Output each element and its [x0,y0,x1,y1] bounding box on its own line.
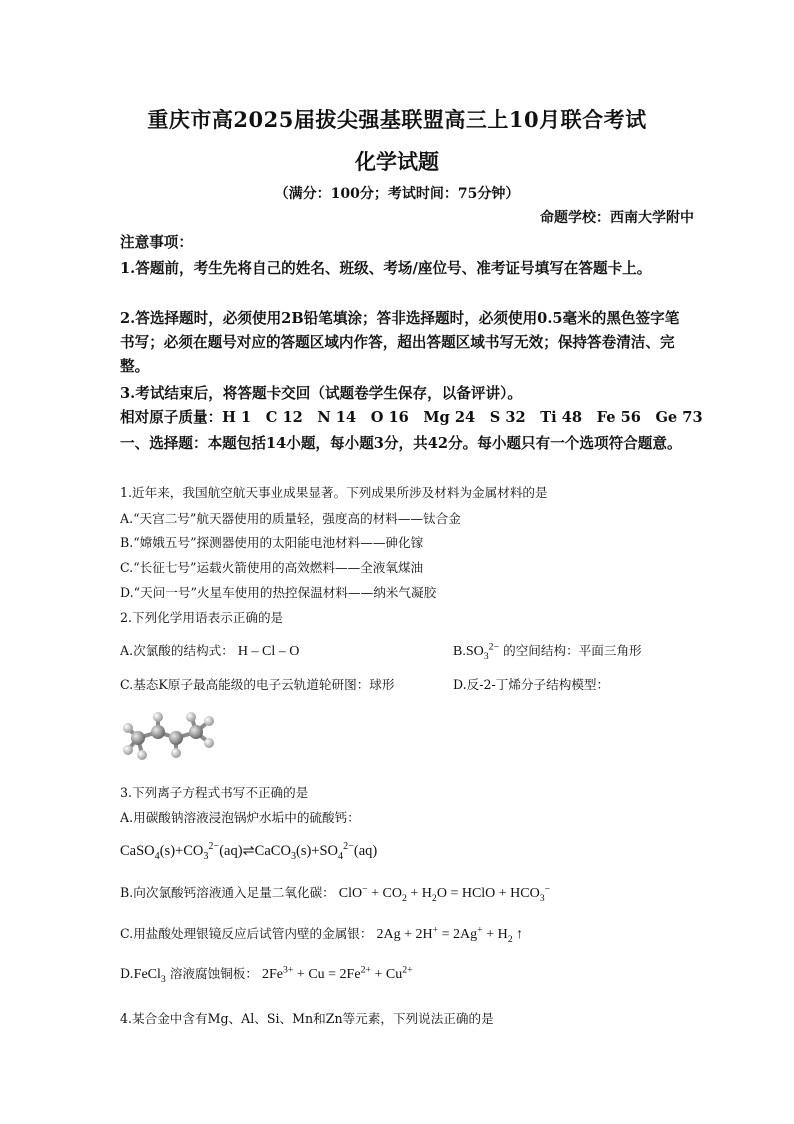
q1-option-c: C.“长征七号”运载火箭使用的高效燃料——全液氧煤油 [120,560,424,575]
atomic-masses: 相对原子质量：H 1 C 12 N 14 O 16 Mg 24 S 32 Ti 48 Fe 56 Ge 73 [120,409,703,426]
q3-option-a: A.用碳酸钠溶液浸泡锅炉水垢中的硫酸钙： [120,810,360,825]
q1-stem: 1.近年来，我国航空航天事业成果显著。下列成果所涉及材料为金属材料的是 [120,485,548,500]
note-2: 2.答选择题时，必须使用2B铅笔填涂；答非选择题时，必须使用0.5毫米的黑色签字笔书写；必须在题号对应的答题区域内作答，超出答题区域书写无效；保持答卷清洁、完整。 [120,310,680,375]
q3-option-c-label: C.用盐酸处理银镜反应后试管内壁的金属银： [120,926,373,941]
q1-option-a: A.“天宫二号”航天器使用的质量轻，强度高的材料——钛合金 [120,511,461,526]
q3-option-a-equation: $CaSO_4(s)+CO_3^{2-}(aq)\rightleftharpoons CaCO_3(s)+SO_4^{2-}(aq)$ [120,841,378,862]
q3-option-d-equation: $2Fe^{3+} + Cu = 2Fe^{2+} + Cu^{2+}$ [261,964,413,982]
section-heading: 一、选择题：本题包括14小题，每小题3分，共42分。每小题只有一个选项符合题意。 [120,435,682,452]
q2-option-a-formula: H – Cl – O [237,644,300,659]
q3-option-d-mid: 溶液腐蚀铜板： [169,966,258,981]
q3-option-c-equation: $2Ag + 2H^+ = 2Ag^+ + H_2$ ↑ [376,924,524,945]
q2-option-b [453,642,642,661]
q3-option-c [120,925,523,944]
q3-option-d-fecl3: FeCl$_3$ [133,967,166,985]
q2-stem: 2.下列化学用语表示正确的是 [120,610,284,625]
q3-option-b-label: B.向次氯酸钙溶液通入足量二氧化碳： [120,885,335,900]
q1-option-d: D.“天问一号”火星车使用的热控保温材料——纳米气凝胶 [120,585,437,600]
q2-option-c: C.基态K原子最高能级的电子云轨道轮研图：球形 [120,677,395,692]
subject-title: 化学试题 [355,149,439,174]
q2-option-b-formula: $B.SO_3^{2-}$ [453,641,500,662]
q3-stem: 3.下列离子方程式书写不正确的是 [120,785,309,800]
note-1: 1.答题前，考生先将自己的姓名、班级、考场/座位号、准考证号填写在答题卡上。 [120,260,652,277]
school-line: 命题学校：西南大学附中 [540,210,694,226]
q3-option-d-prefix: D. [120,966,134,981]
notes-heading: 注意事项： [120,234,193,251]
q2-option-b-suffix: 的空间结构：平面三角形 [503,643,642,658]
q3-option-b-equation: $ClO^- + CO_2 + H_2O$ = HClO + $HCO_3^-$ [338,883,551,904]
note-3: 3.考试结束后，将答题卡交回（试题卷学生保存，以备评讲）。 [120,385,522,402]
q2-option-d: D.反-2-丁烯分子结构模型： [453,677,610,692]
q2-option-a-label: A.次氯酸的结构式： [120,643,234,658]
q3-option-d [120,965,413,984]
q3-option-b [120,884,550,903]
q4-stem: 4.某合金中含有Mg、Al、Si、Mn和Zn等元素，下列说法正确的是 [120,1011,494,1026]
exam-meta: （满分：100分；考试时间：75分钟） [274,186,520,202]
q2-option-a [120,642,299,661]
exam-title: 重庆市高2025届拔尖强基联盟高三上10月联合考试 [147,107,647,132]
trans-2-butene-model [118,708,218,764]
q1-option-b: B.“嫦娥五号”探测器使用的太阳能电池材料——砷化镓 [120,535,424,550]
